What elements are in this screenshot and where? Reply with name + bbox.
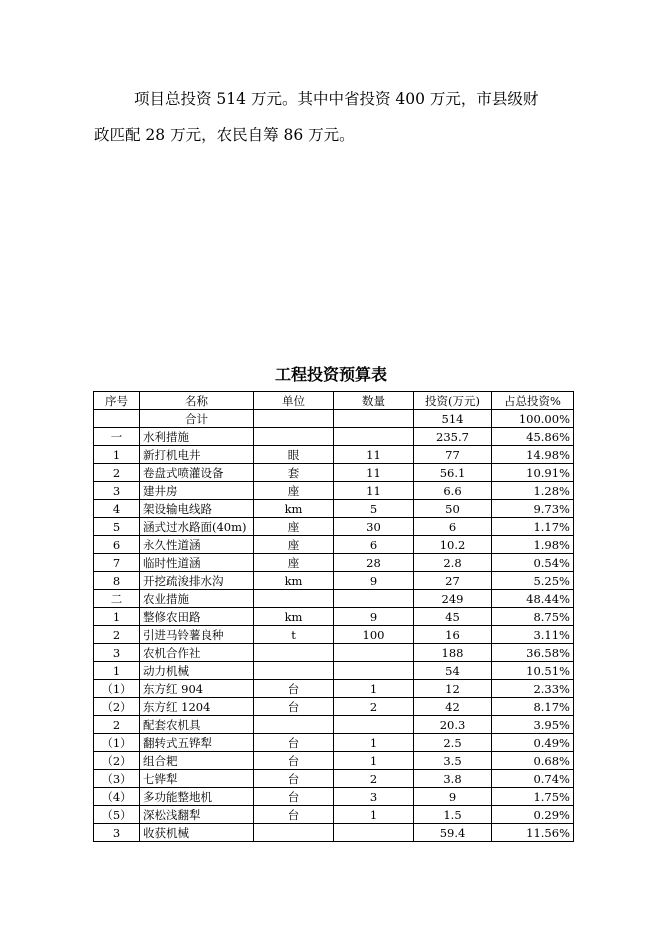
table-row — [94, 824, 574, 842]
cell-unit — [254, 590, 334, 608]
cell-investment: 42 — [414, 698, 492, 716]
cell-percent: 0.54% — [492, 554, 574, 572]
cell-unit: 台 — [254, 734, 334, 752]
cell-percent: 0.68% — [492, 752, 574, 770]
cell-investment: 3.8 — [414, 770, 492, 788]
cell-seq: 1 — [94, 608, 140, 626]
cell-quantity: 1 — [334, 806, 414, 824]
cell-quantity — [334, 824, 414, 842]
cell-name: 东方红 904 — [140, 680, 254, 698]
cell-seq: 4 — [94, 500, 140, 518]
table-row — [94, 572, 574, 590]
table-row — [94, 734, 574, 752]
cell-unit — [254, 428, 334, 446]
cell-investment: 235.7 — [414, 428, 492, 446]
cell-quantity: 11 — [334, 464, 414, 482]
cell-seq: （1） — [94, 734, 140, 752]
table-row — [94, 716, 574, 734]
cell-quantity: 5 — [334, 500, 414, 518]
cell-percent: 36.58% — [492, 644, 574, 662]
cell-percent: 5.25% — [492, 572, 574, 590]
cell-investment: 514 — [414, 410, 492, 428]
cell-seq: 一 — [94, 428, 140, 446]
cell-quantity: 2 — [334, 698, 414, 716]
cell-investment: 16 — [414, 626, 492, 644]
cell-investment: 6.6 — [414, 482, 492, 500]
cell-seq: （1） — [94, 680, 140, 698]
cell-quantity: 1 — [334, 680, 414, 698]
cell-name: 涵式过水路面(40m) — [140, 518, 254, 536]
header-unit: 单位 — [254, 392, 334, 410]
cell-investment: 188 — [414, 644, 492, 662]
cell-unit: 眼 — [254, 446, 334, 464]
intro-text-2: 政匹配 28 万元，农民自筹 86 万元。 — [94, 126, 355, 144]
header-name: 名称 — [140, 392, 254, 410]
cell-investment: 10.2 — [414, 536, 492, 554]
cell-seq: 6 — [94, 536, 140, 554]
cell-unit — [254, 410, 334, 428]
cell-seq: 2 — [94, 464, 140, 482]
cell-percent: 1.98% — [492, 536, 574, 554]
cell-name: 组合耙 — [140, 752, 254, 770]
cell-name: 永久性道涵 — [140, 536, 254, 554]
cell-unit: 台 — [254, 698, 334, 716]
cell-quantity: 1 — [334, 752, 414, 770]
cell-unit: km — [254, 572, 334, 590]
table-row — [94, 482, 574, 500]
cell-seq: 8 — [94, 572, 140, 590]
cell-investment: 249 — [414, 590, 492, 608]
cell-quantity: 9 — [334, 572, 414, 590]
header-quantity: 数量 — [334, 392, 414, 410]
cell-investment: 59.4 — [414, 824, 492, 842]
cell-investment: 2.8 — [414, 554, 492, 572]
cell-quantity — [334, 410, 414, 428]
cell-seq: 1 — [94, 446, 140, 464]
cell-percent: 0.74% — [492, 770, 574, 788]
cell-quantity: 2 — [334, 770, 414, 788]
cell-investment: 27 — [414, 572, 492, 590]
cell-unit: 座 — [254, 518, 334, 536]
cell-name: 临时性道涵 — [140, 554, 254, 572]
cell-name: 东方红 1204 — [140, 698, 254, 716]
cell-seq: 2 — [94, 626, 140, 644]
table-header-row — [94, 392, 574, 410]
cell-investment: 3.5 — [414, 752, 492, 770]
cell-quantity: 28 — [334, 554, 414, 572]
table-row — [94, 644, 574, 662]
header-percent: 占总投资% — [492, 392, 574, 410]
cell-seq: 二 — [94, 590, 140, 608]
table-row — [94, 608, 574, 626]
header-seq: 序号 — [94, 392, 140, 410]
cell-percent: 10.91% — [492, 464, 574, 482]
cell-name: 整修农田路 — [140, 608, 254, 626]
cell-quantity: 9 — [334, 608, 414, 626]
cell-quantity: 100 — [334, 626, 414, 644]
cell-investment: 12 — [414, 680, 492, 698]
cell-investment: 2.5 — [414, 734, 492, 752]
cell-percent: 100.00% — [492, 410, 574, 428]
cell-quantity: 3 — [334, 788, 414, 806]
table-row — [94, 788, 574, 806]
cell-unit: km — [254, 500, 334, 518]
cell-name: 引进马铃薯良种 — [140, 626, 254, 644]
cell-quantity: 11 — [334, 482, 414, 500]
cell-quantity: 30 — [334, 518, 414, 536]
cell-percent: 3.95% — [492, 716, 574, 734]
cell-percent: 9.73% — [492, 500, 574, 518]
cell-unit: 座 — [254, 554, 334, 572]
cell-name: 翻转式五铧犁 — [140, 734, 254, 752]
cell-name: 开挖疏浚排水沟 — [140, 572, 254, 590]
table-body — [94, 410, 574, 842]
cell-seq: （5） — [94, 806, 140, 824]
cell-unit: t — [254, 626, 334, 644]
table-row — [94, 806, 574, 824]
cell-investment: 1.5 — [414, 806, 492, 824]
cell-investment: 45 — [414, 608, 492, 626]
table-row — [94, 446, 574, 464]
cell-investment: 20.3 — [414, 716, 492, 734]
cell-seq: 7 — [94, 554, 140, 572]
cell-unit — [254, 716, 334, 734]
table-row — [94, 752, 574, 770]
cell-name: 架设输电线路 — [140, 500, 254, 518]
cell-name: 水利措施 — [140, 428, 254, 446]
cell-unit: 台 — [254, 770, 334, 788]
table-row — [94, 536, 574, 554]
cell-quantity — [334, 590, 414, 608]
cell-name: 卷盘式喷灌设备 — [140, 464, 254, 482]
cell-quantity — [334, 716, 414, 734]
cell-name: 收获机械 — [140, 824, 254, 842]
cell-investment: 6 — [414, 518, 492, 536]
cell-percent: 14.98% — [492, 446, 574, 464]
cell-unit: 台 — [254, 680, 334, 698]
cell-seq: （3） — [94, 770, 140, 788]
cell-investment: 50 — [414, 500, 492, 518]
cell-investment: 77 — [414, 446, 492, 464]
cell-percent: 48.44% — [492, 590, 574, 608]
cell-percent: 0.49% — [492, 734, 574, 752]
cell-name: 合计 — [140, 410, 254, 428]
cell-unit: 台 — [254, 752, 334, 770]
table-row — [94, 410, 574, 428]
cell-percent: 1.28% — [492, 482, 574, 500]
cell-unit: 套 — [254, 464, 334, 482]
cell-seq: 3 — [94, 644, 140, 662]
cell-name: 新打机电井 — [140, 446, 254, 464]
cell-name: 配套农机具 — [140, 716, 254, 734]
table-row — [94, 680, 574, 698]
investment-budget-table — [93, 391, 574, 842]
cell-name: 动力机械 — [140, 662, 254, 680]
cell-name: 深松浅翻犁 — [140, 806, 254, 824]
cell-percent: 8.75% — [492, 608, 574, 626]
cell-percent: 8.17% — [492, 698, 574, 716]
cell-seq: （4） — [94, 788, 140, 806]
cell-quantity — [334, 662, 414, 680]
cell-seq — [94, 410, 140, 428]
cell-unit — [254, 644, 334, 662]
cell-percent: 0.29% — [492, 806, 574, 824]
cell-quantity — [334, 644, 414, 662]
cell-name: 多功能整地机 — [140, 788, 254, 806]
cell-seq: 5 — [94, 518, 140, 536]
cell-quantity: 11 — [334, 446, 414, 464]
cell-name: 建井房 — [140, 482, 254, 500]
cell-unit: 座 — [254, 482, 334, 500]
cell-seq: （2） — [94, 698, 140, 716]
cell-unit: 台 — [254, 788, 334, 806]
cell-quantity: 6 — [334, 536, 414, 554]
cell-unit: 座 — [254, 536, 334, 554]
cell-unit: km — [254, 608, 334, 626]
cell-percent: 11.56% — [492, 824, 574, 842]
cell-unit — [254, 824, 334, 842]
table-title: 工程投资预算表 — [274, 365, 387, 384]
cell-name: 七铧犁 — [140, 770, 254, 788]
cell-seq: 3 — [94, 824, 140, 842]
table-row — [94, 698, 574, 716]
cell-investment: 56.1 — [414, 464, 492, 482]
cell-unit: 台 — [254, 806, 334, 824]
cell-quantity: 1 — [334, 734, 414, 752]
table-row — [94, 500, 574, 518]
table-row — [94, 464, 574, 482]
table-row — [94, 518, 574, 536]
cell-seq: 2 — [94, 716, 140, 734]
table-row — [94, 428, 574, 446]
cell-percent: 1.17% — [492, 518, 574, 536]
intro-paragraph-line-2 — [94, 117, 564, 153]
cell-percent: 3.11% — [492, 626, 574, 644]
table-row — [94, 554, 574, 572]
cell-percent: 45.86% — [492, 428, 574, 446]
table-row — [94, 590, 574, 608]
cell-seq: 1 — [94, 662, 140, 680]
intro-paragraph-line-1 — [94, 81, 564, 117]
intro-text-1: 项目总投资 514 万元。其中中省投资 400 万元，市县级财 — [134, 90, 539, 108]
cell-percent: 10.51% — [492, 662, 574, 680]
cell-seq: 3 — [94, 482, 140, 500]
cell-percent: 1.75% — [492, 788, 574, 806]
cell-investment: 54 — [414, 662, 492, 680]
table-row — [94, 770, 574, 788]
table-row — [94, 626, 574, 644]
cell-percent: 2.33% — [492, 680, 574, 698]
cell-name: 农业措施 — [140, 590, 254, 608]
cell-unit — [254, 662, 334, 680]
cell-quantity — [334, 428, 414, 446]
cell-seq: （2） — [94, 752, 140, 770]
header-investment: 投资(万元) — [414, 392, 492, 410]
cell-investment: 9 — [414, 788, 492, 806]
cell-name: 农机合作社 — [140, 644, 254, 662]
table-row — [94, 662, 574, 680]
